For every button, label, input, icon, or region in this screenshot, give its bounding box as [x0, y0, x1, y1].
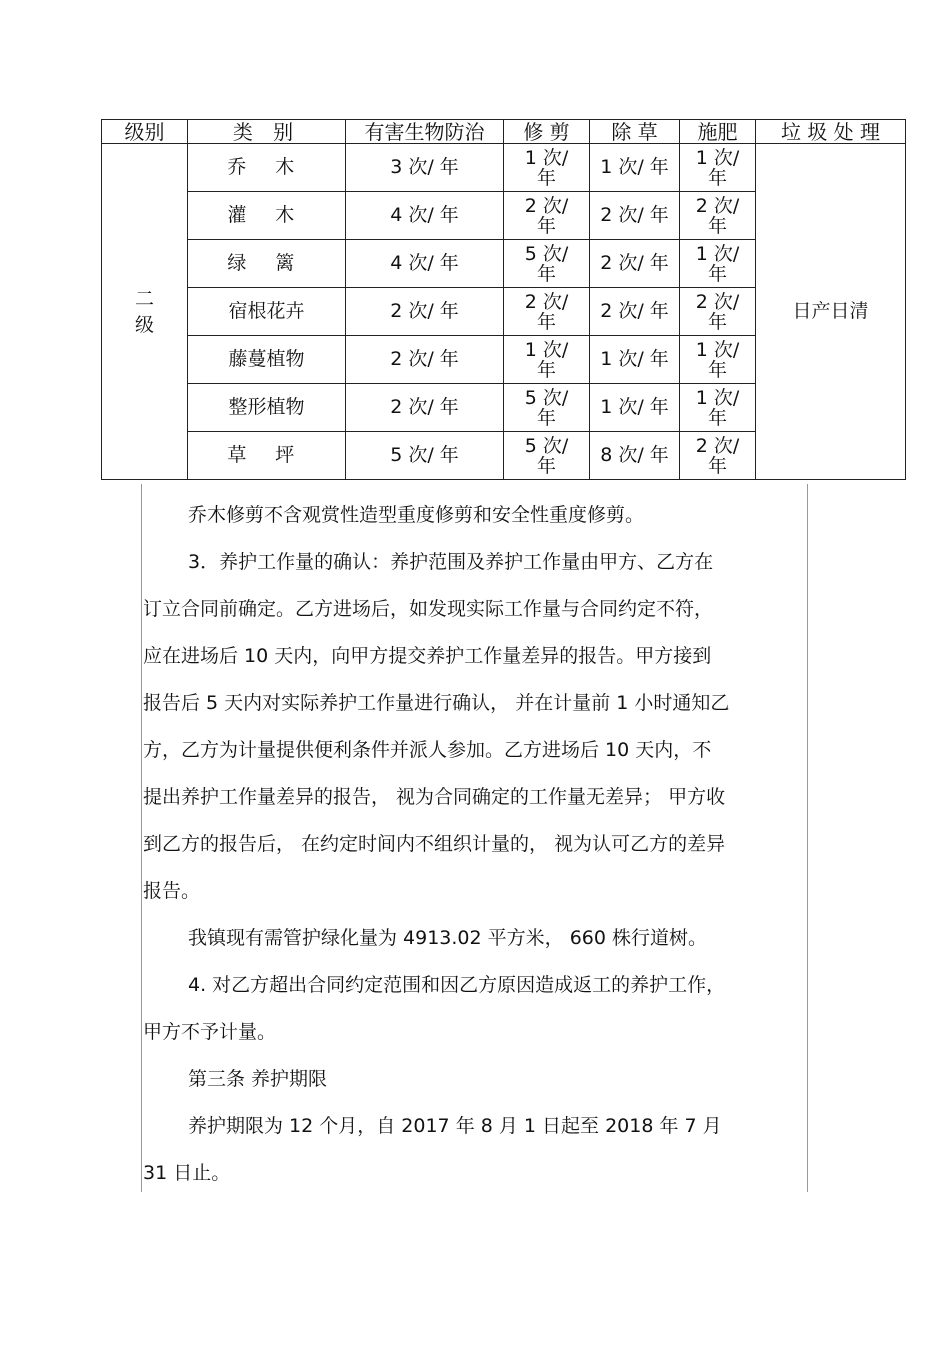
- level-cell: [102, 144, 188, 480]
- fert-cell: [680, 432, 756, 480]
- pest-cell: 2 次/ 年: [346, 336, 504, 384]
- text-line: 乔木修剪不含观赏性造型重度修剪和安全性重度修剪。: [188, 504, 645, 526]
- table-header-row: [102, 120, 906, 144]
- header-weeding: 除 草: [590, 120, 680, 144]
- weed-cell: 1 次/ 年: [590, 384, 680, 432]
- category-cell: 绿 篱: [188, 240, 346, 288]
- prune-value: 2 次/ 年: [524, 290, 569, 333]
- text-line: 报告后 5 天内对实际养护工作量进行确认， 并在计量前 1 小时通知乙: [143, 692, 730, 714]
- prune-cell: [504, 432, 590, 480]
- text-line: 方，乙方为计量提供便利条件并派人参加。乙方进场后 10 天内，不: [143, 739, 712, 761]
- header-fertilizing: 施肥: [680, 120, 756, 144]
- weed-cell: 1 次/ 年: [590, 336, 680, 384]
- weed-cell: 2 次/ 年: [590, 192, 680, 240]
- pest-cell: 2 次/ 年: [346, 384, 504, 432]
- prune-value: 2 次/ 年: [524, 194, 569, 237]
- prune-cell: [504, 240, 590, 288]
- workload-paragraph: [143, 539, 803, 915]
- fert-value: 2 次/ 年: [695, 434, 740, 477]
- fert-cell: [680, 336, 756, 384]
- fert-value: 2 次/ 年: [695, 290, 740, 333]
- category-cell: 宿根花卉: [188, 288, 346, 336]
- term-paragraph: [143, 1103, 803, 1197]
- text-line: 报告。: [143, 880, 201, 902]
- header-pest-control: 有害生物防治: [346, 120, 504, 144]
- text-line: 我镇现有需管护绿化量为 4913.02 平方米， 660 株行道树。: [188, 927, 707, 949]
- prune-value: 1 次/ 年: [524, 338, 569, 381]
- header-category: 类 别: [188, 120, 346, 144]
- fert-cell: [680, 192, 756, 240]
- fert-value: 1 次/ 年: [695, 338, 740, 381]
- category-cell: 整形植物: [188, 384, 346, 432]
- rework-paragraph: [143, 962, 803, 1056]
- text-line: 第三条 养护期限: [188, 1068, 328, 1090]
- prune-value: 5 次/ 年: [524, 242, 569, 285]
- article-three-heading: [143, 1056, 803, 1103]
- prune-value: 5 次/ 年: [524, 386, 569, 429]
- text-line: 4. 对乙方超出合同约定范围和因乙方原因造成返工的养护工作，: [188, 974, 726, 996]
- fert-cell: [680, 384, 756, 432]
- pest-cell: 2 次/ 年: [346, 288, 504, 336]
- level-label: 二级: [134, 287, 154, 336]
- fert-cell: [680, 288, 756, 336]
- prune-cell: [504, 336, 590, 384]
- prune-cell: [504, 144, 590, 192]
- category-cell: 灌 木: [188, 192, 346, 240]
- pest-cell: 4 次/ 年: [346, 240, 504, 288]
- header-pruning: 修 剪: [504, 120, 590, 144]
- category-cell: 藤蔓植物: [188, 336, 346, 384]
- note-paragraph: [143, 492, 803, 539]
- weed-cell: 2 次/ 年: [590, 240, 680, 288]
- pest-cell: 5 次/ 年: [346, 432, 504, 480]
- text-line: 甲方不予计量。: [143, 1021, 277, 1043]
- weed-cell: 8 次/ 年: [590, 432, 680, 480]
- fert-value: 1 次/ 年: [695, 242, 740, 285]
- text-line: 到乙方的报告后， 在约定时间内不组织计量的， 视为认可乙方的差异: [143, 833, 726, 855]
- prune-value: 1 次/ 年: [524, 146, 569, 189]
- fert-value: 1 次/ 年: [695, 386, 740, 429]
- prune-cell: [504, 288, 590, 336]
- prune-value: 5 次/ 年: [524, 434, 569, 477]
- table-row: [102, 144, 906, 192]
- prune-cell: [504, 192, 590, 240]
- text-line: 订立合同前确定。乙方进场后，如发现实际工作量与合同约定不符，: [143, 598, 714, 620]
- weed-cell: 2 次/ 年: [590, 288, 680, 336]
- fert-value: 1 次/ 年: [695, 146, 740, 189]
- header-level: 级别: [102, 120, 188, 144]
- green-area-paragraph: [143, 915, 803, 962]
- text-line: 应在进场后 10 天内，向甲方提交养护工作量差异的报告。甲方接到: [143, 645, 712, 667]
- category-cell: 草 坪: [188, 432, 346, 480]
- garbage-cell: 日产日清: [756, 144, 906, 480]
- text-line: 31 日止。: [143, 1162, 231, 1184]
- fert-value: 2 次/ 年: [695, 194, 740, 237]
- prune-cell: [504, 384, 590, 432]
- text-line: 提出养护工作量差异的报告， 视为合同确定的工作量无差异； 甲方收: [143, 786, 726, 808]
- pest-cell: 3 次/ 年: [346, 144, 504, 192]
- pest-cell: 4 次/ 年: [346, 192, 504, 240]
- fert-cell: [680, 144, 756, 192]
- category-cell: 乔 木: [188, 144, 346, 192]
- maintenance-frequency-table: [101, 119, 906, 480]
- text-line: 3．养护工作量的确认：养护范围及养护工作量由甲方、乙方在: [188, 551, 714, 573]
- header-garbage: 垃 圾 处 理: [756, 120, 906, 144]
- weed-cell: 1 次/ 年: [590, 144, 680, 192]
- fert-cell: [680, 240, 756, 288]
- text-line: 养护期限为 12 个月，自 2017 年 8 月 1 日起至 2018 年 7 月: [188, 1115, 722, 1137]
